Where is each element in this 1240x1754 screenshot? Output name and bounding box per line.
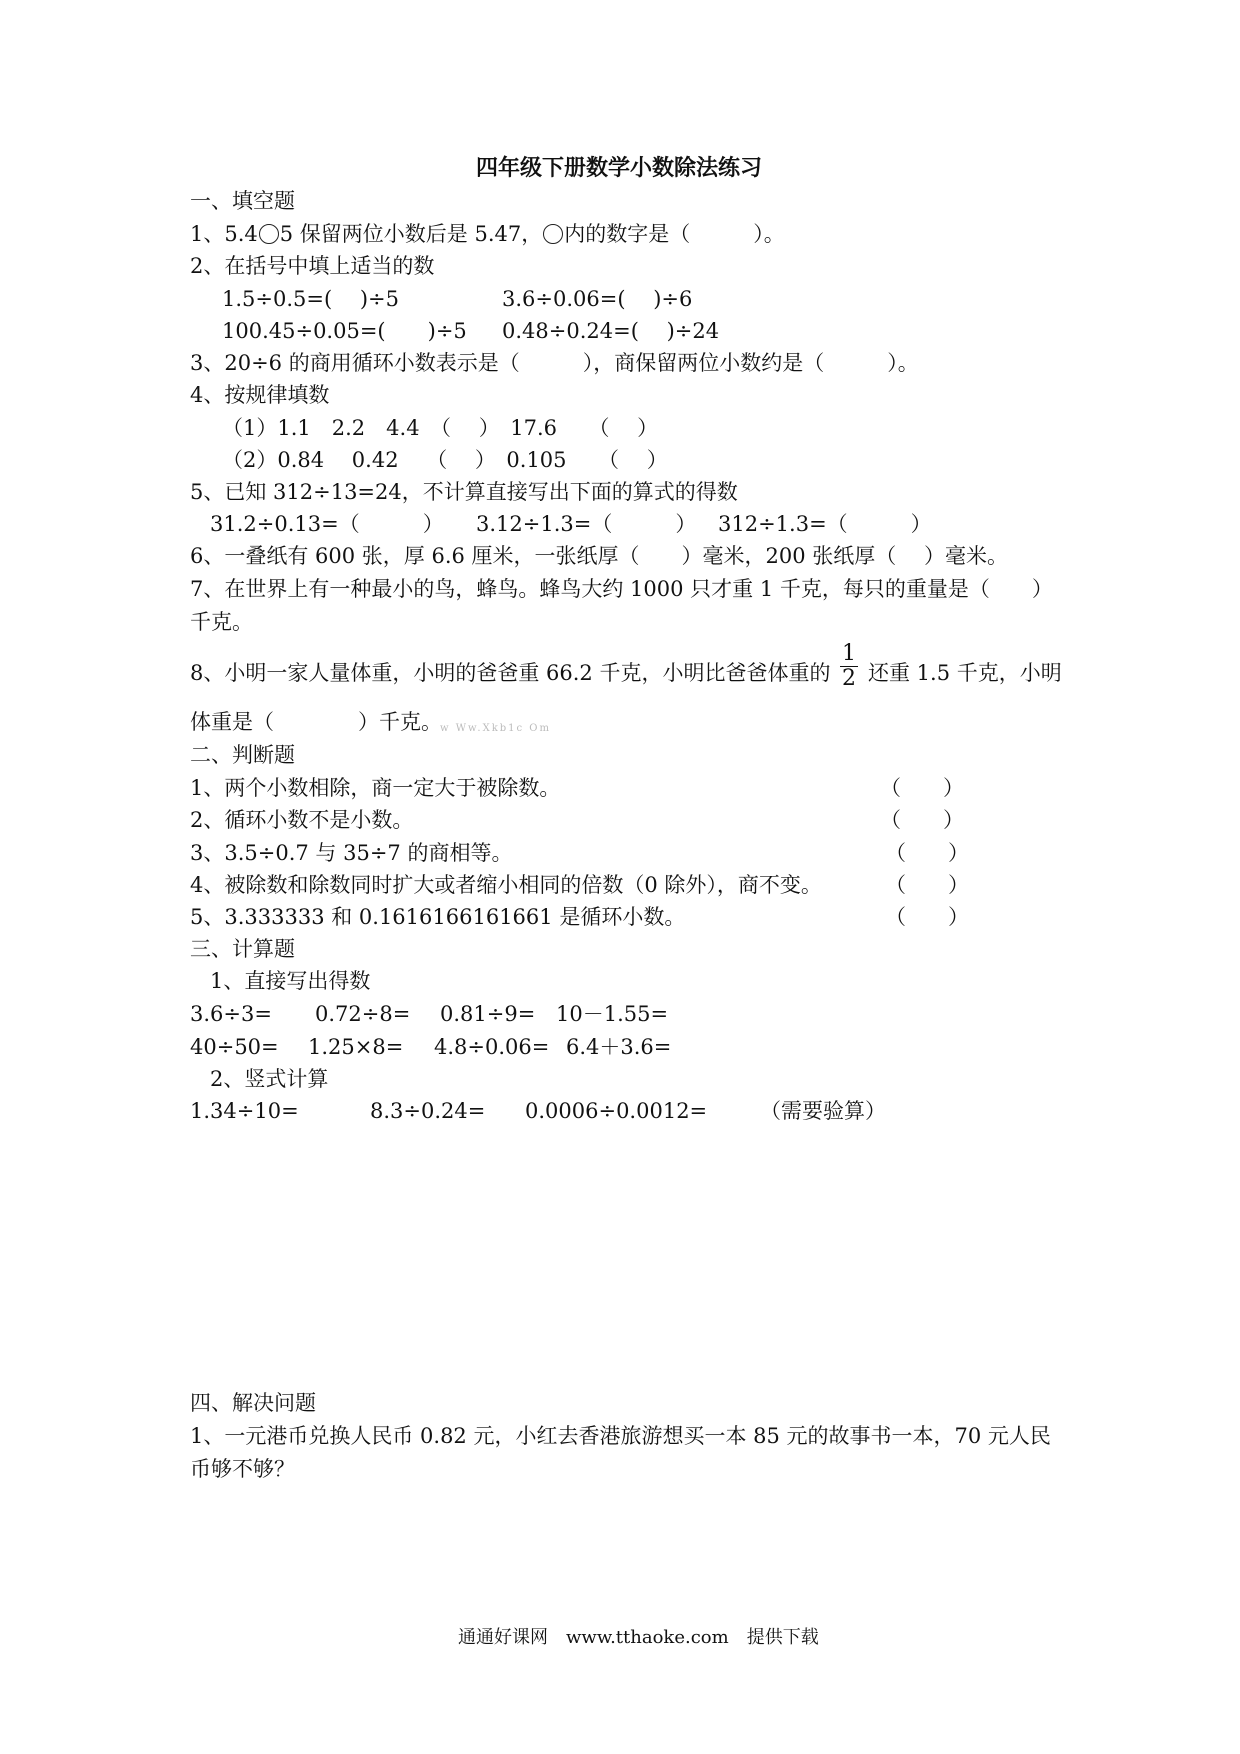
fill-q5: 5、已知 312÷13=24，不计算直接写出下面的算式的得数 [190,480,738,504]
fraction-numerator: 1 [842,641,856,666]
calc-item: 3.6÷3= [190,1002,272,1026]
calc-item: 0.72÷8= [315,1002,411,1026]
fill-q1-mid: 5 保留两位小数后是 5.47， [279,222,543,246]
footer-text: 通通好课网 www.tthaoke.com 提供下载 [458,1627,819,1648]
calc-item: 10－1.55= [556,1002,669,1026]
judge-q1: 1、两个小数相除，商一定大于被除数。 [190,776,561,800]
judge-q1-mark: （ ） [880,776,964,800]
section-judge-heading: 二、判断题 [190,743,295,767]
judge-q4: 4、被除数和除数同时扩大或者缩小相同的倍数（0 除外），商不变。 [190,873,822,897]
fraction-denominator: 2 [842,666,856,691]
blank-circle-icon [259,224,279,244]
fill-q4-2: （2）0.84 0.42 （ ） 0.105 （ ） [222,448,668,472]
calc-item: 1.25×8= [308,1035,404,1059]
fill-q7-line1: 7、在世界上有一种最小的鸟，蜂鸟。蜂鸟大约 1000 只才重 1 千克，每只的重量是（ ） [190,577,1053,601]
fill-q5-a: 31.2÷0.13=（ ） [210,512,444,536]
fill-q5-b: 3.12÷1.3=（ ） [476,512,697,536]
calc-item: 0.81÷9= [440,1002,536,1026]
calc-item: 4.8÷0.06= [434,1035,550,1059]
page-title: 四年级下册数学小数除法练习 [476,155,763,181]
judge-q5-mark: （ ） [885,905,969,929]
section-solve-heading: 四、解决问题 [190,1391,316,1415]
fraction-one-half [840,642,858,691]
section-fill-heading: 一、填空题 [190,189,295,213]
fill-q5-c: 312÷1.3=（ ） [718,512,932,536]
fill-q8-line2: 体重是（ ）千克。 [190,710,442,734]
fill-q2-d: 0.48÷0.24=( )÷24 [502,319,720,343]
fill-q3: 3、20÷6 的商用循环小数表示是（ ），商保留两位小数约是（ ）。 [190,351,919,375]
calc-item: 6.4＋3.6= [566,1035,672,1059]
fill-q4-1: （1）1.1 2.2 4.4 （ ） 17.6 （ ） [222,416,659,440]
calc-item: 0.0006÷0.0012= [525,1099,708,1123]
fill-q2-c: 100.45÷0.05=( )÷5 [222,319,467,343]
watermark-text: w Ww.Xkb1c Om [440,723,551,734]
fill-q6: 6、一叠纸有 600 张，厚 6.6 厘米，一张纸厚（ ）毫米，200 张纸厚（ ）毫米。 [190,544,1008,568]
solve-q1-line2: 币够不够？ [190,1457,295,1481]
calc-item: 1.34÷10= [190,1099,299,1123]
judge-q3-mark: （ ） [885,841,969,865]
fill-q2-a: 1.5÷0.5=( )÷5 [222,287,400,311]
fill-q1 [190,221,785,247]
judge-q2-mark: （ ） [880,808,964,832]
calc-note: （需要验算） [760,1099,886,1123]
calc-sub2: 2、竖式计算 [210,1067,329,1091]
calc-sub1: 1、直接写出得数 [210,969,371,993]
fill-q8-a: 8、小明一家人量体重，小明的爸爸重 66.2 千克，小明比爸爸体重的 [190,661,831,685]
fill-q7-line2: 千克。 [190,610,253,634]
section-calc-heading: 三、计算题 [190,937,295,961]
judge-q3: 3、3.5÷0.7 与 35÷7 的商相等。 [190,841,513,865]
solve-q1-line1: 1、一元港币兑换人民币 0.82 元，小红去香港旅游想买一本 85 元的故事书一本，70 元人民 [190,1424,1051,1448]
fill-q8-b: 还重 1.5 千克，小明 [868,661,1062,685]
judge-q4-mark: （ ） [885,873,969,897]
judge-q2: 2、循环小数不是小数。 [190,808,414,832]
fill-q1-prefix: 1、5.4 [190,222,258,246]
judge-q5: 5、3.333333 和 0.1616166161661 是循环小数。 [190,905,686,929]
fill-q1-suffix: 内的数字是（ ）。 [564,222,785,246]
fill-q4: 4、按规律填数 [190,383,330,407]
calc-item: 40÷50= [190,1035,279,1059]
blank-circle-icon [543,224,563,244]
fill-q2-b: 3.6÷0.06=( )÷6 [502,287,693,311]
fill-q2: 2、在括号中填上适当的数 [190,254,435,278]
calc-item: 8.3÷0.24= [370,1099,486,1123]
